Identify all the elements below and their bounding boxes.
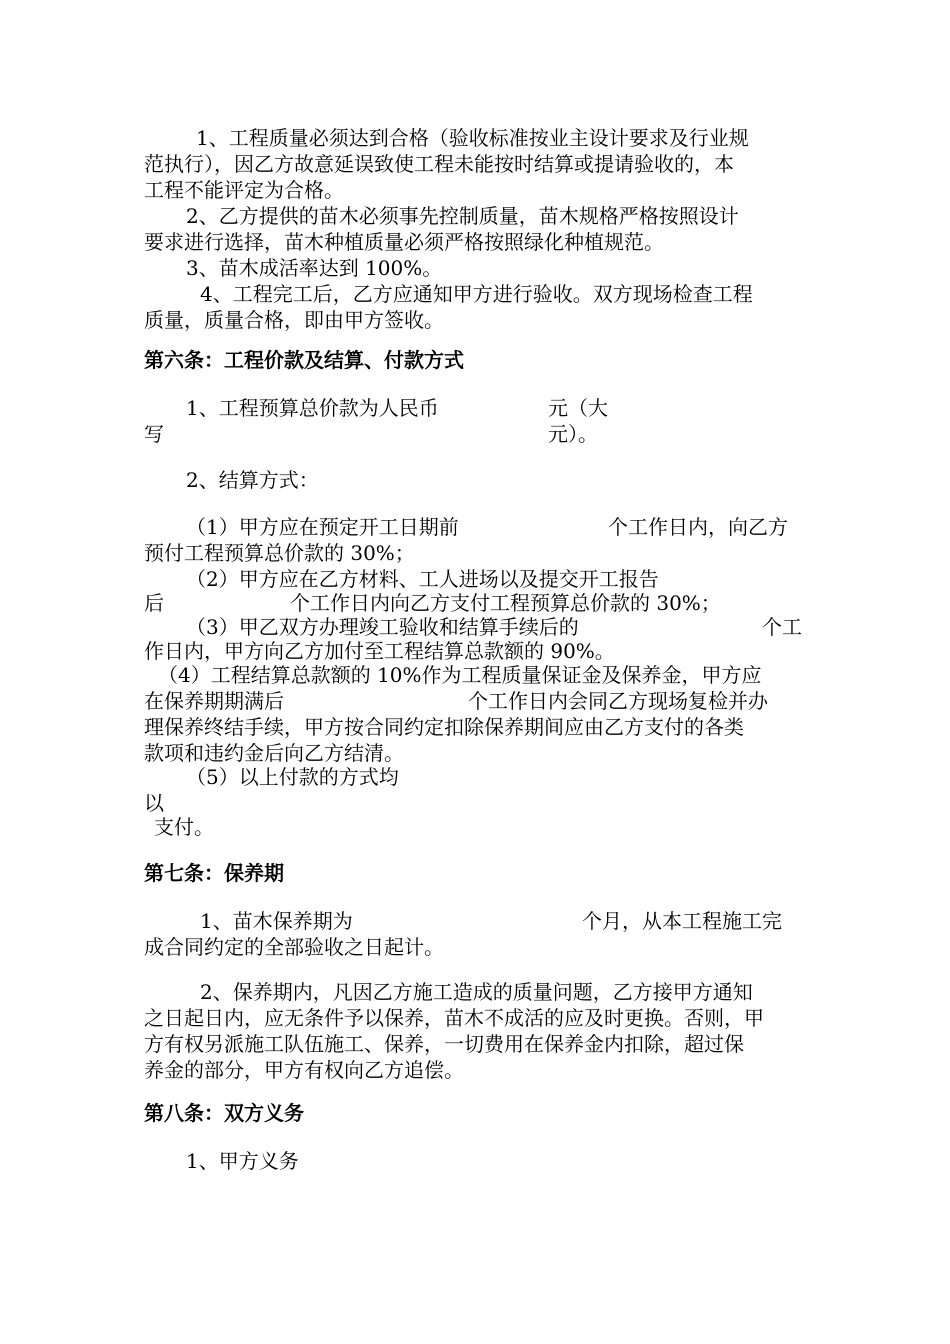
budget-label: 1、工程预算总价款为人民币 [186, 396, 439, 420]
settlement-3-line-1b: 个工 [762, 615, 802, 639]
maintenance-1-line-1a: 1、苗木保养期为 [200, 909, 353, 933]
settlement-5-line-2: 以 [144, 791, 164, 815]
settlement-4-line-2a: 在保养期期满后 [144, 689, 284, 713]
settlement-1-line-2: 预付工程预算总价款的 30%； [144, 541, 415, 565]
maintenance-2-line-1: 2、保养期内，凡因乙方施工造成的质量问题，乙方接甲方通知 [200, 980, 753, 1004]
maintenance-1-line-1b: 个月，从本工程施工完 [582, 909, 782, 933]
clause-5-1-line-3: 工程不能评定为合格。 [144, 178, 344, 202]
maintenance-2-line-3: 方有权另派施工队伍施工、保养，一切费用在保养金内扣除，超过保 [144, 1032, 744, 1056]
settlement-4-line-1: （4）工程结算总款额的 10%作为工程质量保证金及保养金，甲方应 [158, 663, 762, 687]
budget-capital-unit: 元）。 [548, 422, 598, 446]
settlement-3-line-2: 作日内，甲方向乙方加付至工程结算总款额的 90%。 [144, 639, 615, 663]
obligation-1: 1、甲方义务 [186, 1149, 299, 1173]
settlement-4-line-4: 款项和违约金后向乙方结清。 [144, 741, 404, 765]
maintenance-1-line-2: 成合同约定的全部验收之日起计。 [144, 935, 444, 959]
settlement-title: 2、结算方式： [186, 468, 319, 492]
article-7-heading: 第七条：保养期 [144, 861, 284, 885]
article-6-heading: 第六条：工程价款及结算、付款方式 [144, 348, 464, 372]
maintenance-2-line-4: 养金的部分，甲方有权向乙方追偿。 [144, 1058, 464, 1082]
settlement-2-line-2b: 个工作日内向乙方支付工程预算总价款的 30%； [290, 591, 721, 615]
clause-5-2-line-2: 要求进行选择，苗木种植质量必须严格按照绿化种植规范。 [144, 230, 664, 254]
clause-5-3: 3、苗木成活率达到 100%。 [186, 256, 443, 280]
settlement-1-line-1a: （1）甲方应在预定开工日期前 [186, 515, 459, 539]
clause-5-2-line-1: 2、乙方提供的苗木必须事先控制质量，苗木规格严格按照设计 [186, 204, 739, 228]
settlement-2-line-2a: 后 [144, 591, 164, 615]
settlement-1-line-1b: 个工作日内，向乙方 [608, 515, 788, 539]
settlement-2-line-1: （2）甲方应在乙方材料、工人进场以及提交开工报告 [186, 567, 659, 591]
clause-5-1-line-1: 1、工程质量必须达到合格（验收标准按业主设计要求及行业规 [196, 126, 749, 150]
budget-unit: 元（大 [548, 396, 608, 420]
settlement-4-line-2b: 个工作日内会同乙方现场复检并办 [468, 689, 768, 713]
settlement-5-line-3: 支付。 [154, 815, 214, 839]
clause-5-4-line-1: 4、工程完工后，乙方应通知甲方进行验收。双方现场检查工程 [200, 282, 753, 306]
settlement-4-line-3: 理保养终结手续，甲方按合同约定扣除保养期间应由乙方支付的各类 [144, 715, 744, 739]
budget-capital-label: 写 [144, 422, 164, 446]
clause-5-1-line-2: 范执行），因乙方故意延误致使工程未能按时结算或提请验收的，本 [144, 152, 734, 176]
clause-5-4-line-2: 质量，质量合格，即由甲方签收。 [144, 308, 444, 332]
settlement-3-line-1a: （3）甲乙双方办理竣工验收和结算手续后的 [186, 615, 579, 639]
article-8-heading: 第八条：双方义务 [144, 1101, 304, 1125]
maintenance-2-line-2: 之日起日内，应无条件予以保养，苗木不成活的应及时更换。否则，甲 [144, 1006, 764, 1030]
settlement-5-line-1: （5）以上付款的方式均 [186, 765, 399, 789]
